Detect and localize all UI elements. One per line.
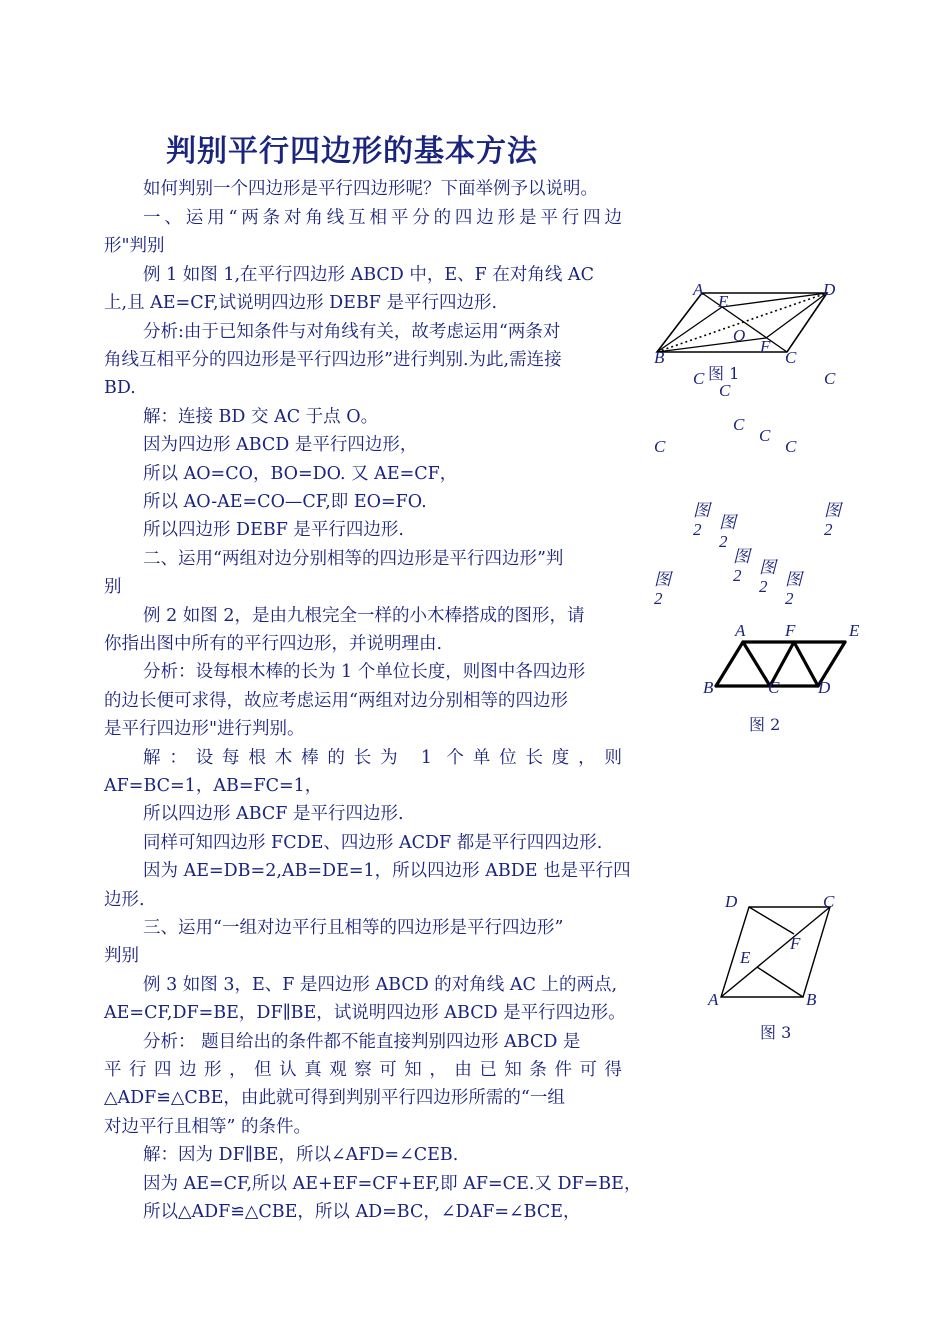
fig2-label-d: D — [818, 678, 831, 697]
diagonal-ac — [721, 907, 830, 997]
text-line: 分析:由于已知条件与对角线有关，故考虑运用“两条对 — [143, 322, 561, 342]
text-line: △ADF≌△CBE，由此就可得到判别平行四边形所需的“一组 — [104, 1088, 565, 1108]
fig1-label-f: F — [760, 337, 771, 356]
text-line: 形"判别 — [104, 236, 165, 256]
fig2-label-e: E — [849, 621, 860, 640]
fig3-caption: 图 3 — [760, 1023, 792, 1042]
fig3-label-d: D — [725, 892, 738, 911]
text-line: 角线互相平分的四边形是平行四边形”进行判别.为此,需连接 — [104, 350, 562, 370]
text-line: 因为 AE=DB=2,AB=DE=1，所以四边形 ABDE 也是平行四 — [143, 861, 631, 881]
fig1-label-d: D — [823, 280, 836, 299]
fig1-stray-c: C — [759, 426, 771, 445]
text-line: 所以四边形 DEBF 是平行四边形. — [143, 520, 404, 540]
text-line: 是平行四边形"进行判别。 — [104, 719, 305, 739]
stick-ab — [716, 642, 743, 686]
fig2-stray-label: 图 2 — [719, 513, 736, 551]
text-line: 二、运用“两组对边分别相等的四边形是平行四边形”判 — [143, 549, 564, 569]
fig3-label-e: E — [740, 948, 751, 967]
fig2-label-a: A — [735, 621, 746, 640]
fig2-stray-label: 图 2 — [693, 501, 710, 539]
text-line: 同样可知四边形 FCDE、四边形 ACDF 都是平行四四边形. — [143, 833, 603, 853]
page-title: 判别平行四边形的基本方法 — [166, 134, 538, 169]
text-line: 平行四边形，但认真观察可知，由已知条件可得 — [104, 1060, 622, 1080]
text-line: 因为四边形 ABCD 是平行四边形， — [143, 435, 418, 455]
text-line: 的边长便可求得，故应考虑运用“两组对边分别相等的四边形 — [104, 691, 568, 711]
text-line: 如何判别一个四边形是平行四边形呢？下面举例予以说明。 — [143, 179, 598, 199]
fig3-label-f: F — [790, 934, 801, 953]
text-line: 例 2 如图 2，是由九根完全一样的小木棒搭成的图形，请 — [143, 606, 585, 626]
text-line: 所以△ADF≌△CBE，所以 AD=BC，∠DAF=∠BCE， — [143, 1202, 581, 1222]
fig1-stray-c: C — [733, 415, 745, 434]
text-line: 解：因为 DF∥BE，所以∠AFD=∠CEB. — [143, 1145, 459, 1165]
text-line: 别 — [104, 577, 122, 597]
text-line: AE=CF,DF=BE，DF∥BE，试说明四边形 ABCD 是平行四边形。 — [104, 1003, 626, 1023]
fig3-label-c: C — [823, 892, 835, 911]
text-line: 所以 AO=CO，BO=DO. 又 AE=CF， — [143, 464, 458, 484]
text-line: 分析： 题目给出的条件都不能直接判别四边形 ABCD 是 — [143, 1032, 581, 1052]
fig2-stray-label: 图 2 — [654, 570, 671, 608]
text-line: 解：设每根木棒的长为 1 个单位长度，则 — [143, 748, 622, 768]
fig1-label-c: C — [785, 348, 797, 367]
fig1-stray-c: C — [693, 369, 705, 388]
fig1-label-b: B — [654, 348, 665, 367]
fig2-stray-label: 图 2 — [785, 570, 802, 608]
stick-ac — [743, 642, 770, 686]
fig1-label-o: O — [733, 326, 746, 345]
text-line: 对边平行且相等” 的条件。 — [104, 1117, 312, 1137]
fig1-stray-c: C — [785, 437, 797, 456]
fig2-label-c: C — [768, 678, 780, 697]
fig2-caption: 图 2 — [749, 715, 781, 734]
text-line: 因为 AE=CF,所以 AE+EF=CF+EF,即 AF=CE.又 DF=BE， — [143, 1174, 642, 1194]
text-line: 所以四边形 ABCF 是平行四边形. — [143, 804, 404, 824]
figure-2-diagram — [700, 630, 860, 700]
fig1-label-e: E — [718, 292, 729, 311]
fig1-stray-c: C — [654, 437, 666, 456]
fig1-label-a: A — [693, 280, 704, 299]
figure-1-diagram — [640, 280, 850, 370]
text-line: 例 1 如图 1,在平行四边形 ABCD 中，E、F 在对角线 AC — [143, 265, 594, 285]
text-line: 解：连接 BD 交 AC 于点 O。 — [143, 407, 379, 427]
text-line: 所以 AO-AE=CO—CF,即 EO=FO. — [143, 492, 427, 512]
fig2-label-b: B — [703, 678, 714, 697]
fig3-label-b: B — [806, 990, 817, 1009]
text-line: 例 3 如图 3，E、F 是四边形 ABCD 的对角线 AC 上的两点, — [143, 975, 618, 995]
segment-df — [749, 907, 794, 934]
text-line: 三、运用“一组对边平行且相等的四边形是平行四边形” — [143, 918, 564, 938]
fig2-stray-label: 图 2 — [733, 547, 750, 585]
fig2-stray-label: 图 2 — [824, 501, 841, 539]
fig1-caption: 图 1 — [708, 364, 740, 383]
text-line: 你指出图中所有的平行四边形，并说明理由. — [104, 634, 443, 654]
fig1-stray-c: C — [824, 369, 836, 388]
stick-fd — [794, 642, 818, 686]
text-line: 判别 — [104, 946, 139, 966]
text-line: 一、运用“两条对角线互相平分的四边形是平行四边 — [143, 208, 622, 228]
figure-3-diagram — [705, 895, 845, 1010]
fig2-stray-label: 图 2 — [759, 558, 776, 596]
segment-eb — [757, 967, 803, 997]
fig1-stray-c: C — [719, 381, 731, 400]
text-line: 上,且 AE=CF,试说明四边形 DEBF 是平行四边形. — [104, 293, 498, 313]
text-line: 分析：设每根木棒的长为 1 个单位长度，则图中各四边形 — [143, 662, 586, 682]
text-line: 边形. — [104, 890, 145, 910]
fig3-label-a: A — [708, 990, 719, 1009]
text-line: BD. — [104, 378, 136, 398]
text-line: AF=BC=1，AB=FC=1， — [104, 776, 323, 796]
fig2-label-f: F — [785, 621, 796, 640]
